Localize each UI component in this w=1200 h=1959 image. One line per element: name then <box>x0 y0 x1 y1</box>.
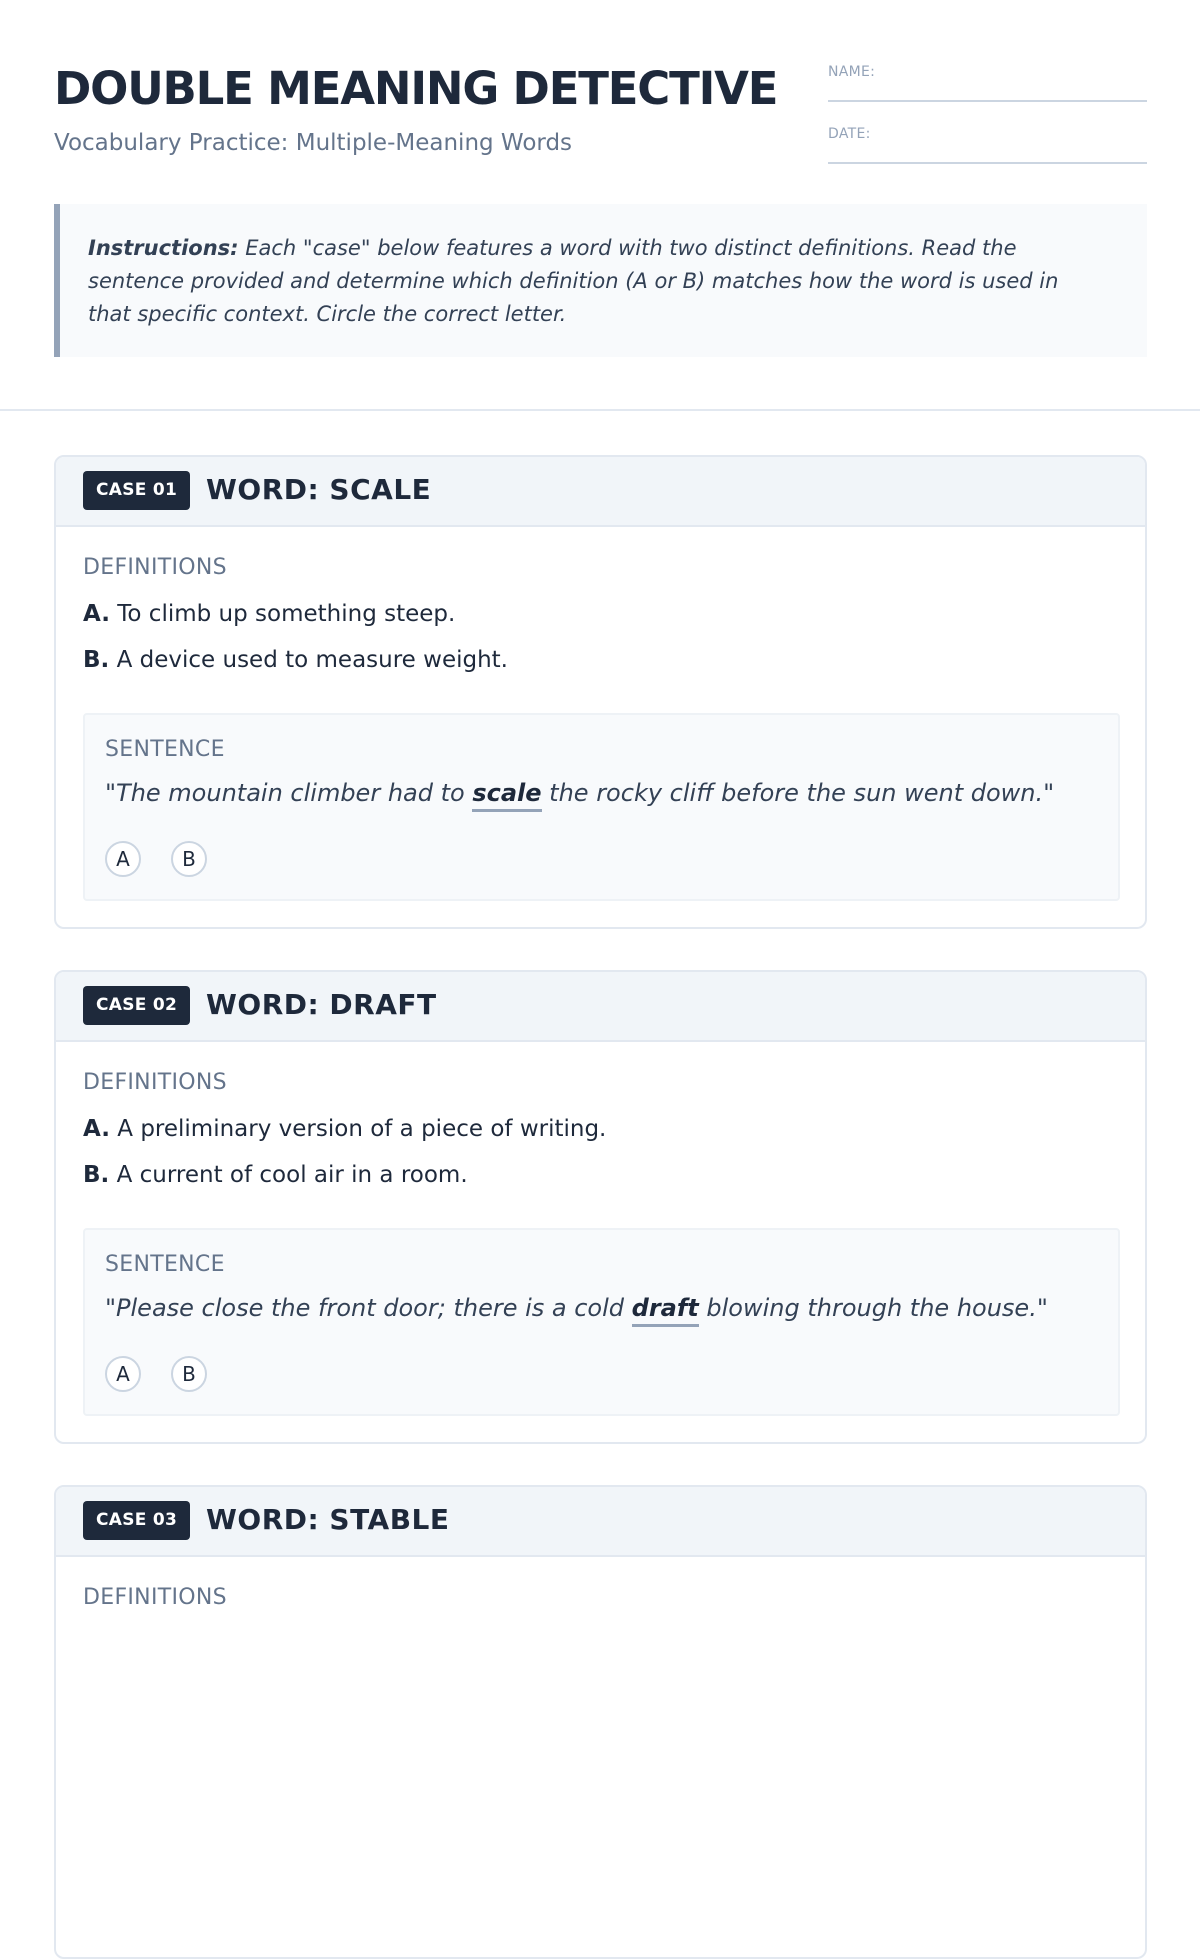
definitions-label: DEFINITIONS <box>83 555 227 580</box>
definition-letter: A. <box>83 1116 110 1142</box>
sentence-label: SENTENCE <box>105 737 225 762</box>
sentence-box <box>83 713 1120 901</box>
answer-choice-b[interactable]: B <box>171 841 207 877</box>
definitions-label: DEFINITIONS <box>83 1585 227 1610</box>
definition-letter: B. <box>83 647 110 673</box>
instructions-lead: Instructions: <box>88 236 239 260</box>
sentence-label: SENTENCE <box>105 1252 225 1277</box>
answer-choice-a[interactable]: A <box>105 841 141 877</box>
case-word: WORD: STABLE <box>206 1503 450 1536</box>
date-line <box>828 162 1147 164</box>
case-word: WORD: SCALE <box>206 473 432 506</box>
page-title: DOUBLE MEANING DETECTIVE <box>54 62 778 115</box>
case-header <box>56 457 1145 527</box>
case-badge: CASE 03 <box>83 1501 190 1540</box>
sentence-part: the rocky cliff before the sun went down." <box>541 779 1055 807</box>
key-word: scale <box>472 779 541 812</box>
case-word: WORD: DRAFT <box>206 988 437 1021</box>
definition-text: To climb up something steep. <box>109 601 456 627</box>
definition-b <box>83 647 508 673</box>
definition-a <box>83 601 455 627</box>
case-card <box>54 455 1147 929</box>
key-word: draft <box>632 1294 699 1327</box>
name-label: NAME: <box>828 64 876 80</box>
date-label: DATE: <box>828 126 871 142</box>
name-field <box>828 64 1147 126</box>
definitions-label: DEFINITIONS <box>83 1070 227 1095</box>
definition-text: A current of cool air in a room. <box>109 1162 468 1188</box>
date-field <box>828 126 1147 188</box>
name-line <box>828 100 1147 102</box>
case-header <box>56 972 1145 1042</box>
definition-a <box>83 1116 606 1142</box>
sentence-part: "The mountain climber had to <box>105 779 473 807</box>
definition-letter: A. <box>83 601 110 627</box>
instructions-text: Each "case" below features a word with two distinct definitions. Read the sentence provided and determine which definition (A or B) matches how the word is used in that specific context. Circle the correct letter. <box>88 236 1059 326</box>
sentence-box <box>83 1228 1120 1416</box>
sentence-part: blowing through the house." <box>698 1294 1048 1322</box>
sentence-part: "Please close the front door; there is a cold <box>105 1294 632 1322</box>
section-divider <box>0 409 1200 411</box>
example-sentence <box>105 1294 1048 1322</box>
student-info <box>828 64 1147 188</box>
definition-text: A preliminary version of a piece of writing. <box>109 1116 607 1142</box>
case-badge: CASE 01 <box>83 471 190 510</box>
case-header <box>56 1487 1145 1557</box>
instructions-box <box>54 204 1147 357</box>
definition-letter: B. <box>83 1162 110 1188</box>
answer-choice-a[interactable]: A <box>105 1356 141 1392</box>
example-sentence <box>105 779 1054 807</box>
worksheet-header <box>54 56 1147 176</box>
case-card <box>54 1485 1147 1959</box>
answer-choice-b[interactable]: B <box>171 1356 207 1392</box>
definition-b <box>83 1162 468 1188</box>
case-card <box>54 970 1147 1444</box>
definition-text: A device used to measure weight. <box>109 647 508 673</box>
page-subtitle: Vocabulary Practice: Multiple-Meaning Words <box>54 130 573 156</box>
case-badge: CASE 02 <box>83 986 190 1025</box>
